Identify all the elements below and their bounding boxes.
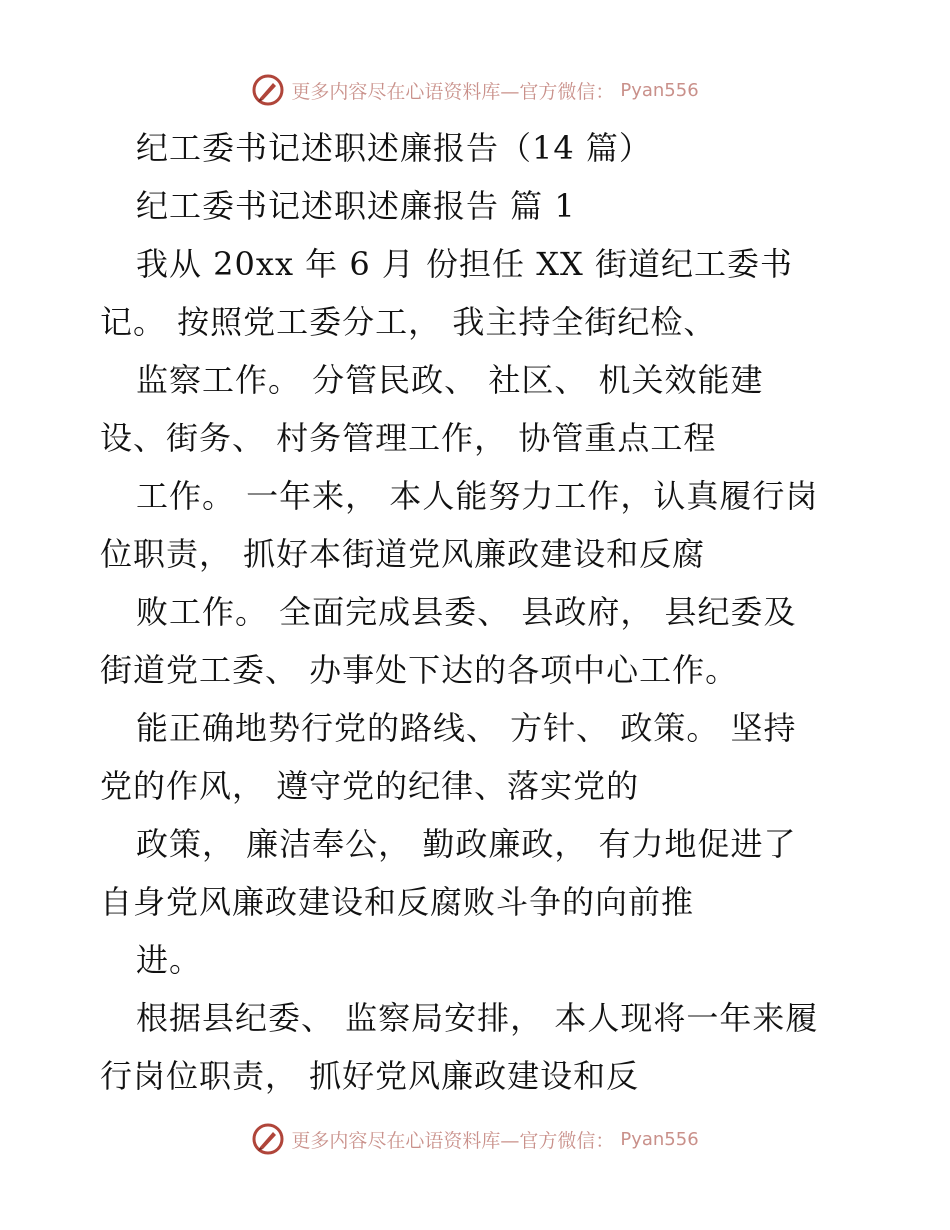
watermark-header bbox=[0, 70, 950, 110]
text-line: 位职责， 抓好本街道党风廉政建设和反腐 bbox=[100, 535, 706, 573]
text-line: 设、街务、 村务管理工作， 协管重点工程 bbox=[100, 419, 717, 457]
text-line: 能正确地势行党的路线、 方针、 政策。 坚持 bbox=[136, 709, 797, 747]
watermark-footer bbox=[0, 1119, 950, 1159]
watermark-text: 更多内容尽在心语资料库—官方微信： bbox=[291, 1129, 615, 1152]
text-line: 政策， 廉洁奉公， 勤政廉政， 有力地促进了 bbox=[136, 825, 797, 863]
section-heading: 纪工委书记述职述廉报告 篇 1 bbox=[136, 187, 576, 225]
text-line: 自身党风廉政建设和反腐败斗争的向前推 bbox=[100, 883, 695, 921]
text-line: 进。 bbox=[136, 941, 203, 979]
watermark-handle: Pyan556 bbox=[620, 1128, 699, 1150]
text-line: 败工作。 全面完成县委、 县政府， 县纪委及 bbox=[136, 593, 797, 631]
pen-seal-logo-icon bbox=[251, 1122, 285, 1156]
text-line: 工作。 一年来， 本人能努力工作，认真履行岗 bbox=[136, 477, 819, 515]
watermark-handle: Pyan556 bbox=[620, 79, 699, 101]
text-line: 记。 按照党工委分工， 我主持全街纪检、 bbox=[100, 303, 717, 341]
text-line: 行岗位职责， 抓好党风廉政建设和反 bbox=[100, 1057, 640, 1095]
text-line: 党的作风， 遵守党的纪律、落实党的 bbox=[100, 767, 640, 805]
text-line: 我从 20xx 年 6 月 份担任 XX 街道纪工委书 bbox=[136, 245, 793, 283]
text-line: 监察工作。 分管民政、 社区、 机关效能建 bbox=[136, 361, 764, 399]
text-line: 街道党工委、 办事处下达的各项中心工作。 bbox=[100, 651, 739, 689]
text-line: 根据县纪委、 监察局安排， 本人现将一年来履 bbox=[136, 999, 819, 1037]
watermark-text: 更多内容尽在心语资料库—官方微信： bbox=[291, 80, 615, 103]
pen-seal-logo-icon bbox=[251, 73, 285, 107]
document-title: 纪工委书记述职述廉报告（14 篇） bbox=[136, 129, 652, 167]
